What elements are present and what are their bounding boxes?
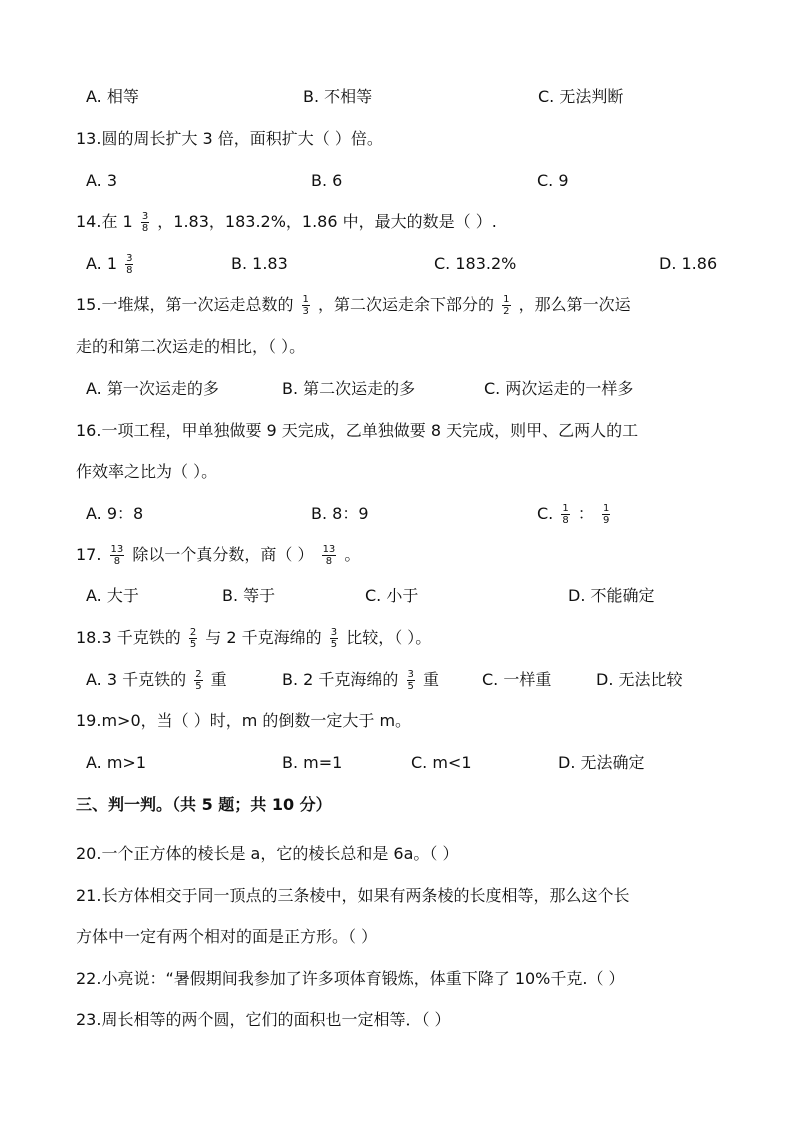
q17-option-b[interactable]: B. 等于 — [222, 586, 276, 605]
q18-stem-part3: 比较，（ ）。 — [346, 628, 432, 647]
q18-option-b[interactable] — [282, 665, 439, 695]
q16-option-c-fraction-2 — [602, 503, 610, 526]
q14-option-d[interactable]: D. 1.86 — [659, 254, 718, 273]
fraction-numerator: 3 — [330, 627, 338, 638]
fraction-denominator: 5 — [330, 639, 338, 650]
q15-option-a[interactable]: A. 第一次运走的多 — [86, 379, 219, 398]
q18-option-b-fraction — [407, 669, 415, 692]
q12-option-b[interactable]: B. 不相等 — [303, 87, 373, 106]
q19-stem: 19.m>0，当（ ）时，m 的倒数一定大于 m。 — [76, 711, 412, 730]
fraction-denominator: 5 — [189, 639, 197, 650]
fraction-denominator: 3 — [302, 306, 309, 317]
q15-fraction-2 — [502, 294, 510, 317]
q18-options — [0, 665, 794, 695]
q17-stem-mid: 除以一个真分数，商（ ） — [132, 545, 314, 564]
fraction-numerator: 3 — [126, 253, 133, 264]
q16-stem-line2: 作效率之比为（ ）。 — [76, 462, 218, 481]
fraction-denominator: 2 — [503, 306, 510, 317]
q20-stem: 20.一个正方体的棱长是 a，它的棱长总和是 6a。（ ） — [76, 844, 459, 863]
fraction-denominator: 8 — [113, 556, 121, 567]
q15-stem-line2: 走的和第二次运走的相比，（ ）。 — [76, 337, 306, 356]
q13-option-c[interactable]: C. 9 — [537, 171, 569, 190]
q12-option-c[interactable]: C. 无法判断 — [538, 87, 624, 106]
q18-option-a-fraction — [194, 669, 202, 692]
q16-option-b[interactable]: B. 8：9 — [311, 504, 369, 523]
q18-fraction-2 — [330, 627, 338, 650]
q16-option-c[interactable] — [537, 499, 613, 529]
fraction-numerator: 1 — [503, 294, 510, 305]
fraction-denominator: 5 — [407, 681, 414, 692]
fraction-numerator: 3 — [407, 669, 414, 680]
q15-stem-part3: ，那么第一次运 — [518, 295, 631, 314]
q18-option-b-pre: B. 2 千克海绵的 — [282, 670, 399, 689]
q18-stem — [76, 623, 726, 653]
q14-option-a-fraction — [125, 253, 133, 276]
q13-stem: 13.圆的周长扩大 3 倍，面积扩大（ ）倍。 — [76, 129, 383, 148]
q14-option-a-pre: A. 1 — [86, 254, 118, 273]
q23-stem: 23.周长相等的两个圆，它们的面积也一定相等．（ ） — [76, 1010, 451, 1029]
q19-option-d[interactable]: D. 无法确定 — [558, 753, 645, 772]
q19-option-a[interactable]: A. m>1 — [86, 753, 147, 772]
fraction-numerator: 13 — [110, 544, 124, 555]
q15-stem-part1: 15.一堆煤，第一次运走总数的 — [76, 295, 294, 314]
fraction-denominator: 9 — [602, 515, 610, 526]
q17-stem-post: 。 — [344, 545, 361, 564]
q15-options — [0, 374, 794, 404]
q18-stem-part1: 18.3 千克铁的 — [76, 628, 181, 647]
q18-stem-part2: 与 2 千克海绵的 — [205, 628, 322, 647]
q17-option-d[interactable]: D. 不能确定 — [568, 586, 655, 605]
q14-option-b[interactable]: B. 1.83 — [231, 254, 288, 273]
q15-fraction-1 — [302, 294, 310, 317]
fraction-numerator: 2 — [189, 627, 197, 638]
q22-stem: 22.小亮说：“暑假期间我参加了许多项体育锻炼，体重下降了 10%千克.（ ） — [76, 969, 625, 988]
q14-options — [0, 249, 794, 279]
fraction-denominator: 8 — [562, 515, 569, 526]
q14-stem-post: ，1.83，183.2%，1.86 中，最大的数是（ ）. — [157, 212, 497, 231]
fraction-numerator: 13 — [322, 544, 336, 555]
q17-option-c[interactable]: C. 小于 — [365, 586, 419, 605]
q14-stem-pre: 14.在 1 — [76, 212, 133, 231]
q21-stem-line2: 方体中一定有两个相对的面是正方形。（ ） — [76, 927, 378, 946]
q18-option-a-pre: A. 3 千克铁的 — [86, 670, 187, 689]
q12-option-a[interactable]: A. 相等 — [86, 87, 139, 106]
q16-stem-line1: 16.一项工程，甲单独做要 9 天完成，乙单独做要 8 天完成，则甲、乙两人的工 — [76, 421, 639, 440]
q17-option-a[interactable]: A. 大于 — [86, 586, 139, 605]
q18-option-a[interactable] — [86, 665, 227, 695]
fraction-numerator: 1 — [562, 503, 569, 514]
q18-option-d[interactable]: D. 无法比较 — [596, 670, 683, 689]
q15-stem-part2: ，第二次运走余下部分的 — [318, 295, 495, 314]
fraction-denominator: 5 — [195, 681, 202, 692]
q19-options — [0, 748, 794, 778]
fraction-numerator: 1 — [602, 503, 610, 514]
section-3-title: 三、判一判。（共 5 题；共 10 分） — [76, 795, 332, 814]
q14-stem-fraction — [141, 211, 149, 234]
q16-option-c-fraction-1 — [561, 503, 569, 526]
q14-stem — [76, 207, 726, 237]
q17-fraction-1 — [110, 544, 125, 567]
fraction-numerator: 2 — [195, 669, 202, 680]
q12-options — [0, 82, 794, 112]
q15-stem-line1 — [76, 290, 726, 320]
q16-options — [0, 499, 794, 529]
q17-options — [0, 581, 794, 611]
q14-option-c[interactable]: C. 183.2% — [434, 254, 517, 273]
q16-option-c-separator: ： — [577, 504, 594, 523]
q18-option-a-post: 重 — [210, 670, 227, 689]
q16-option-a[interactable]: A. 9：8 — [86, 504, 144, 523]
q21-stem-line1: 21.长方体相交于同一顶点的三条棱中，如果有两条棱的长度相等，那么这个长 — [76, 886, 630, 905]
q15-option-c[interactable]: C. 两次运走的一样多 — [484, 379, 634, 398]
q16-option-c-pre: C. — [537, 504, 554, 523]
q17-stem-pre: 17. — [76, 545, 102, 564]
fraction-denominator: 8 — [325, 556, 333, 567]
q13-option-a[interactable]: A. 3 — [86, 171, 118, 190]
q19-option-c[interactable]: C. m<1 — [411, 753, 472, 772]
fraction-denominator: 8 — [126, 265, 133, 276]
fraction-numerator: 1 — [302, 294, 309, 305]
q18-fraction-1 — [189, 627, 197, 650]
q17-stem — [76, 540, 726, 570]
q15-option-b[interactable]: B. 第二次运走的多 — [282, 379, 416, 398]
q18-option-b-post: 重 — [422, 670, 439, 689]
q14-option-a[interactable] — [86, 249, 136, 279]
q19-option-b[interactable]: B. m=1 — [282, 753, 343, 772]
fraction-denominator: 8 — [141, 223, 149, 234]
q18-option-c[interactable]: C. 一样重 — [482, 670, 552, 689]
fraction-numerator: 3 — [141, 211, 149, 222]
q17-fraction-2 — [322, 544, 337, 567]
q13-options — [0, 166, 794, 196]
q13-option-b[interactable]: B. 6 — [311, 171, 343, 190]
